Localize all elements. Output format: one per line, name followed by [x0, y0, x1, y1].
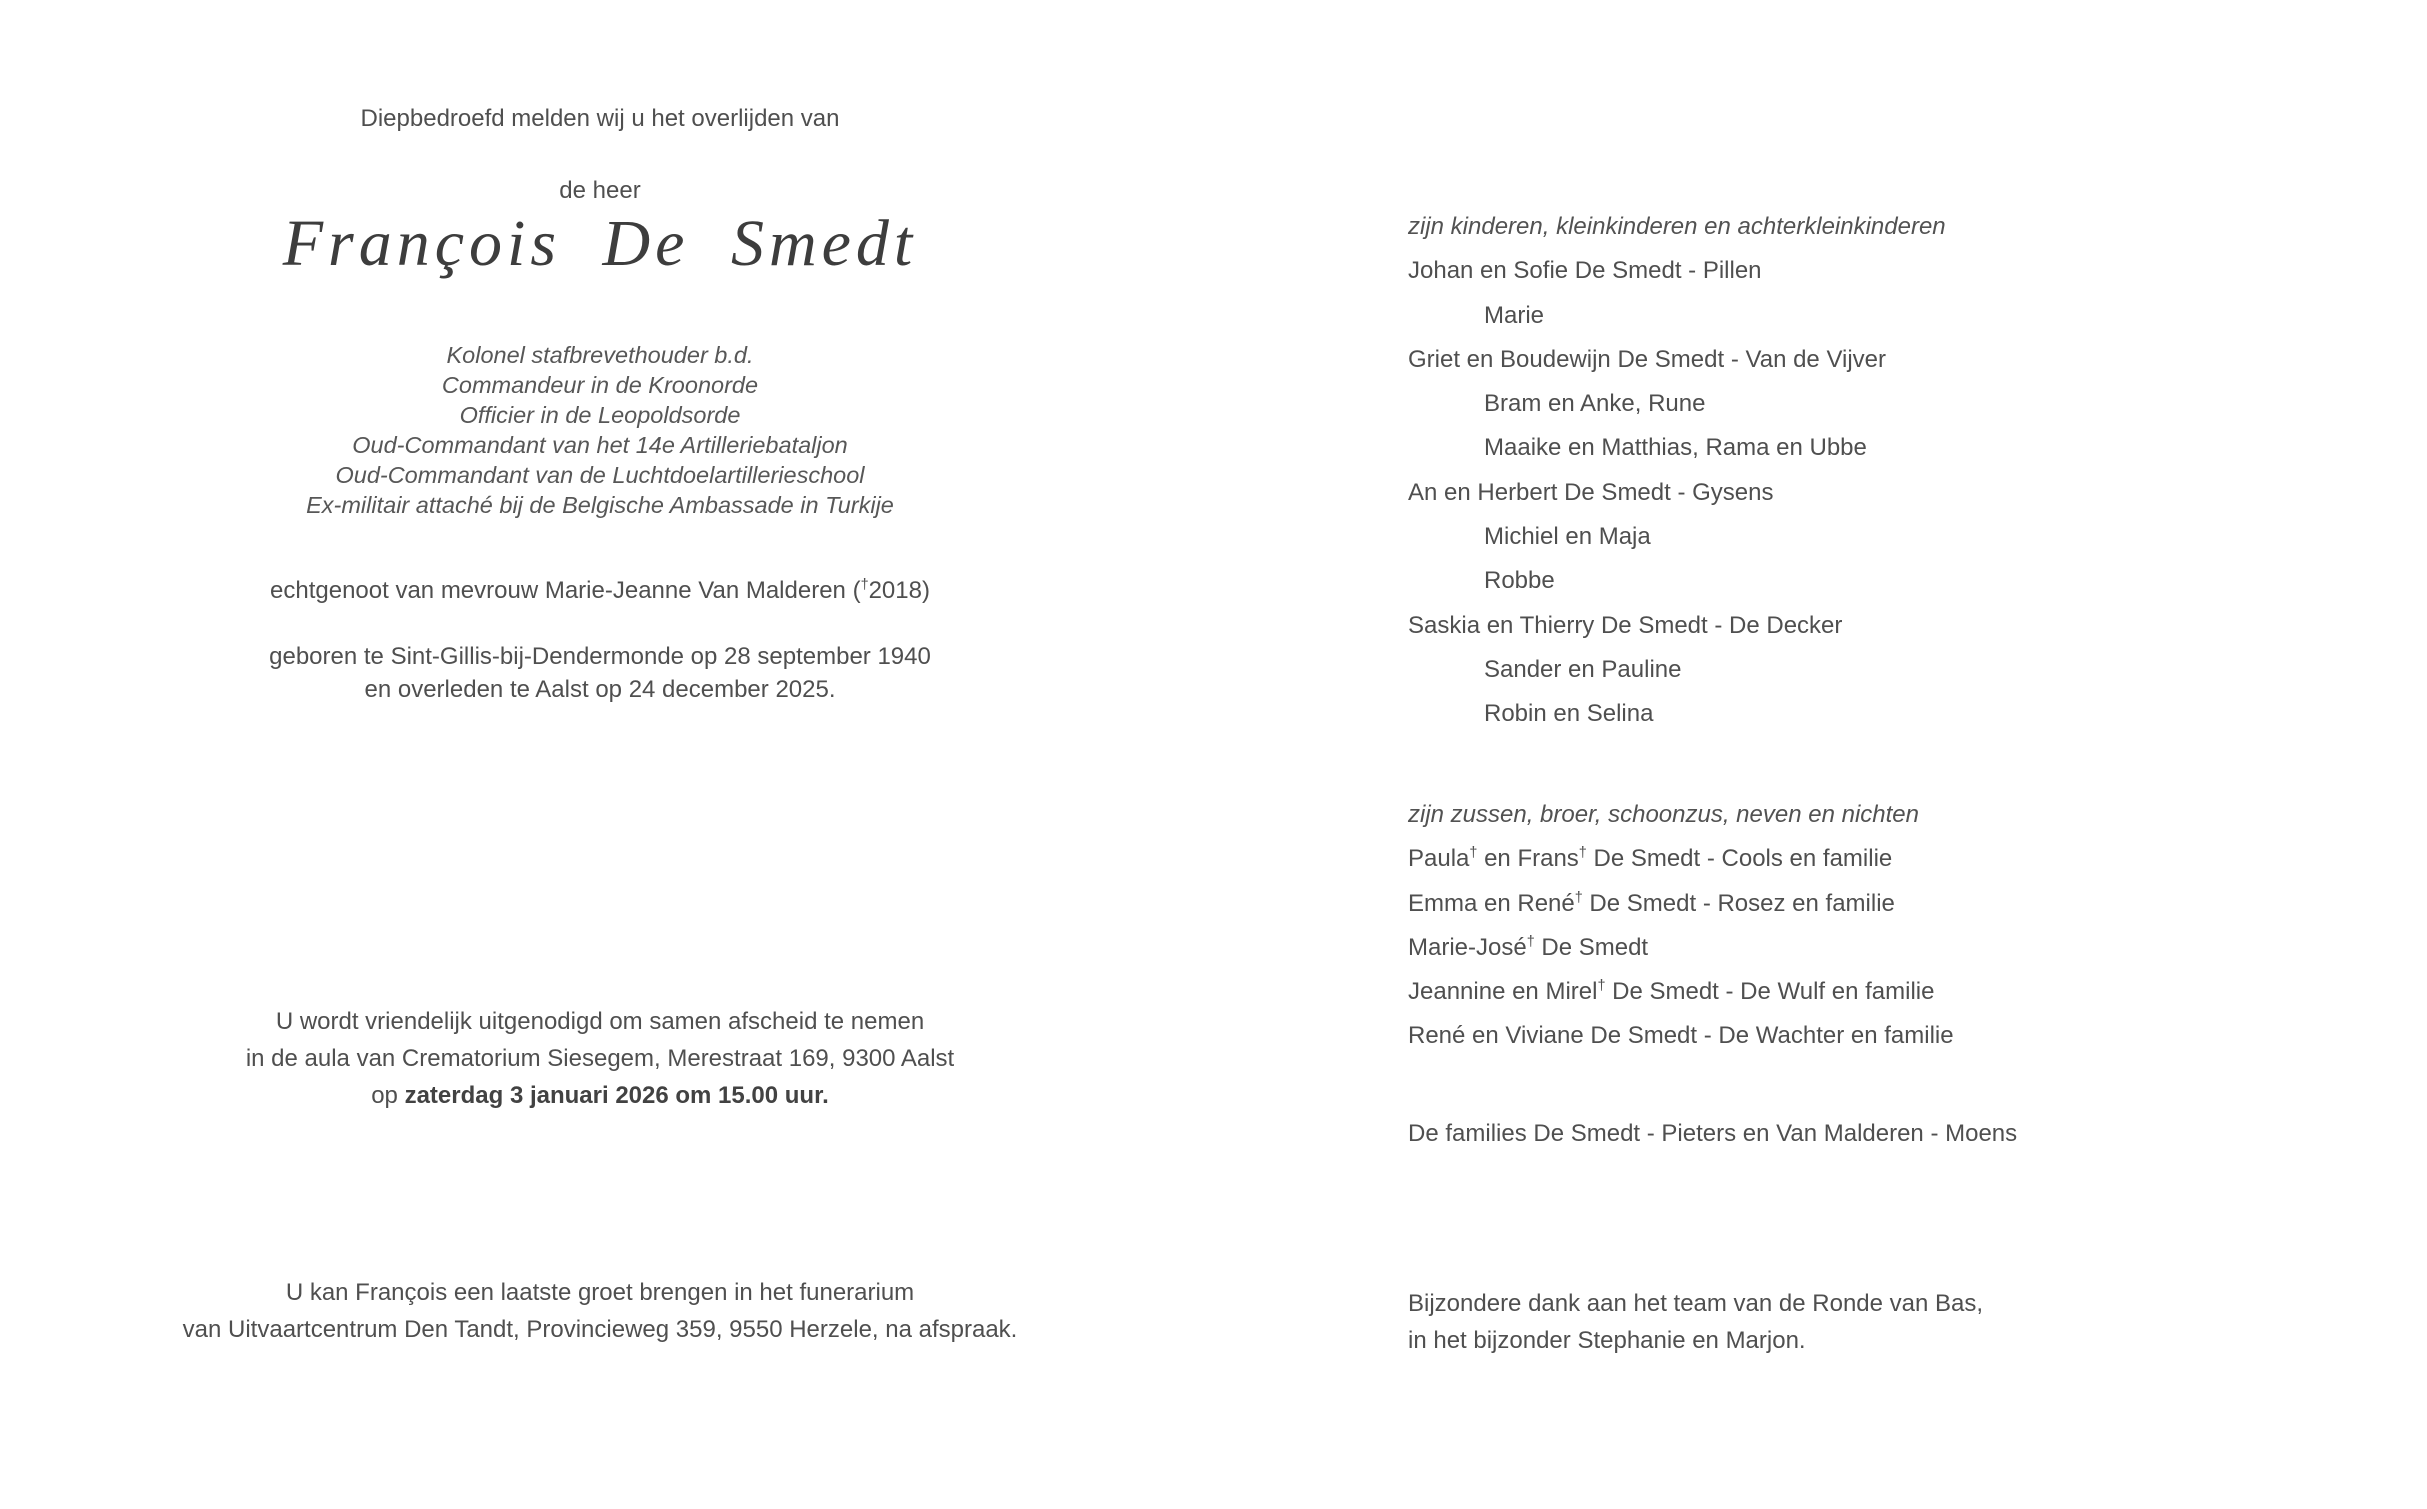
sibling-entry: Paula† en Frans† De Smedt - Cools en familie: [1408, 845, 1893, 873]
family-entry: Sander en Pauline: [1484, 655, 1682, 683]
spouse-line: echtgenoot van mevrouw Marie-Jeanne Van Malderen (†2018): [270, 577, 930, 604]
family-entry: Michiel en Maja: [1484, 523, 1651, 551]
ceremony-invitation-block: [0, 1003, 1200, 1114]
military-title: Ex-militair attaché bij de Belgische Ambassade in Turkije: [306, 492, 894, 518]
funerarium-block: [0, 1274, 1200, 1348]
military-titles: [0, 340, 1200, 520]
family-entry: Robbe: [1484, 567, 1555, 595]
family-entry: Bram en Anke, Rune: [1484, 390, 1706, 418]
family-entry: Marie: [1484, 301, 1545, 329]
sibling-entry: Jeannine en Mirel† De Smedt - De Wulf en familie: [1408, 978, 1935, 1006]
thanks-line: Bijzondere dank aan het team van de Ronde van Bas,: [1408, 1290, 1984, 1317]
military-title: Oud-Commandant van het 14e Artilleriebataljon: [352, 432, 848, 458]
children-section-header: zijn kinderen, kleinkinderen en achterkleinkinderen: [1408, 213, 1946, 240]
family-entry: Johan en Sofie De Smedt - Pillen: [1408, 257, 1762, 285]
families-line: De families De Smedt - Pieters en Van Malderen - Moens: [1408, 1120, 2018, 1147]
military-title: Commandeur in de Kroonorde: [441, 372, 759, 398]
family-panel: [1408, 0, 2427, 1509]
military-title: Oud-Commandant van de Luchtdoelartillerieschool: [335, 462, 865, 488]
military-title: Kolonel stafbrevethouder b.d.: [446, 342, 754, 368]
thanks-block: [1408, 1285, 2427, 1359]
ceremony-date-prefix: op: [371, 1082, 405, 1109]
announcement-panel: [0, 0, 1200, 1509]
thanks-line: in het bijzonder Stephanie en Marjon.: [1408, 1327, 1806, 1354]
deceased-name: François De Smedt: [282, 207, 918, 280]
ceremony-date-bold: zaterdag 3 januari 2026 om 15.00 uur.: [404, 1082, 829, 1109]
intro-line: Diepbedroefd melden wij u het overlijden van: [360, 105, 840, 132]
sibling-entry: Marie-José† De Smedt: [1408, 933, 1649, 961]
siblings-section: [1408, 793, 2427, 1059]
salutation-line: de heer: [559, 177, 641, 204]
family-entry: Saskia en Thierry De Smedt - De Decker: [1408, 611, 1843, 639]
funerarium-line: U kan François een laatste groet brengen in het funerarium: [285, 1279, 915, 1306]
family-entry: Maaike en Matthias, Rama en Ubbe: [1484, 434, 1867, 462]
siblings-section-header: zijn zussen, broer, schoonzus, neven en nichten: [1408, 801, 1919, 828]
military-title: Officier in de Leopoldsorde: [459, 402, 741, 428]
invitation-location-line: in de aula van Crematorium Siesegem, Merestraat 169, 9300 Aalst: [245, 1045, 955, 1072]
death-line: en overleden te Aalst op 24 december 2025.: [364, 676, 836, 703]
sibling-entry: Emma en René† De Smedt - Rosez en familie: [1408, 889, 1895, 917]
children-section: [1408, 205, 2427, 737]
invitation-line: U wordt vriendelijk uitgenodigd om samen afscheid te nemen: [275, 1008, 925, 1035]
ceremony-date-line: [0, 1077, 1200, 1114]
funerarium-address-line: van Uitvaartcentrum Den Tandt, Provincieweg 359, 9550 Herzele, na afspraak.: [182, 1316, 1018, 1343]
family-entry: An en Herbert De Smedt - Gysens: [1408, 478, 1774, 506]
family-entry: Robin en Selina: [1484, 700, 1654, 728]
sibling-entry: René en Viviane De Smedt - De Wachter en familie: [1408, 1022, 1954, 1050]
family-entry: Griet en Boudewijn De Smedt - Van de Vijver: [1408, 345, 1887, 373]
birth-death-block: [0, 640, 1200, 706]
birth-line: geboren te Sint-Gillis-bij-Dendermonde op 28 september 1940: [269, 643, 931, 670]
